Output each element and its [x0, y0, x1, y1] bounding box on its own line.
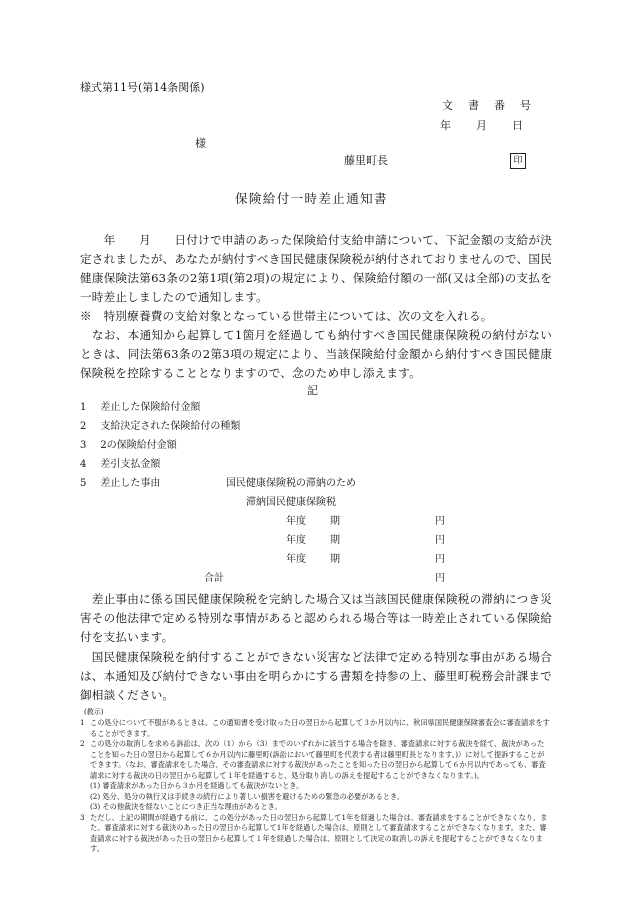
reason-text: 国民健康保険税の滞納のため	[226, 478, 356, 489]
date-line: 年 月 日	[440, 119, 524, 132]
form-label: 様式第11号(第14条関係)	[80, 81, 205, 94]
notes-heading: (教示)	[84, 708, 104, 716]
note-item: 3 ただし、上記の期間が経過する前に、この処分があった日の翌日から起算して1年を経過した場合は、審査請求をすることができなくなり、また、審査請求に対する裁決のあった日の翌日から起算して1年を経過した場合は、原則として審査請求することができなくなります。また、審査請求に対する裁決があった日の翌日から起算して１年を経過した場合は、原則として決定の取消しの訴えを提起することができなくなります。	[80, 812, 548, 853]
list-item: 2 支給決定された保険給付の種類	[80, 421, 241, 432]
note-item: 2 この処分の取消しを求める訴訟は、次の（1）から（3）までのいずれかに該当する場合を除き、審査請求に対する裁決を経て、裁決があったことを知った日の翌日から起算して６か月以内に藤里町(訴訟において藤里町を代表する者は藤里町長となります。)）に対して提訴することができます。（なお、審査請求をした場合、その審査請求に対する裁決があったことを知った日の翌日から起算して６か月以内であっても、審査請求に対する裁決の日の翌日から起算して１年を経過すると、処分取り消しの訴えを提起することができなくなります。)。	[80, 739, 546, 780]
arrears-period: 期	[330, 516, 340, 527]
arrears-year: 年度	[286, 516, 306, 527]
note-subitem: (3) その他裁決を経ないことにつき正当な理由があるとき。	[90, 802, 282, 811]
document-number: 文 書 番 号	[442, 99, 533, 112]
arrears-yen: 円	[435, 535, 445, 546]
note-subitem: (1) 審査請求があった日から３か月を経過しても裁決がないとき。	[90, 781, 304, 790]
list-item: 4 差引支払金額	[80, 459, 161, 470]
list-item: 3 2の保険給付金額	[80, 440, 177, 451]
notes-block	[80, 718, 550, 855]
arrears-yen: 円	[435, 516, 445, 527]
notice-paragraph: なお、本通知から起算して1箇月を経過しても納付すべき国民健康保険税の納付がないときは、同法第63条の2第3項の規定により、当該保険給付金額から納付すべき国民健康保険税を控除することとなりますので、念のため申し添えます。	[80, 328, 552, 380]
note-subitem: (2) 処分、処分の執行又は手続きの続行により著しい損害を避けるための緊急の必要があるとき。	[90, 791, 405, 801]
seal-stamp: 印	[510, 153, 526, 169]
list-item: 5 差止した事由	[80, 478, 161, 489]
payment-paragraph: 差止事由に係る国民健康保険税を完納した場合又は当該国民健康保険税の滞納につき災害その他法律で定める特別な事情があると認められる場合等は一時差止されている保険給付を支払います。	[80, 592, 552, 644]
arrears-year: 年度	[286, 554, 306, 565]
arrears-yen: 円	[435, 554, 445, 565]
list-item: 1 差止した保険給付金額	[80, 402, 201, 413]
arrears-period: 期	[330, 535, 340, 546]
arrears-heading: 滞納国民健康保険税	[246, 497, 336, 508]
ki-heading: 記	[307, 384, 318, 397]
total-label: 合計	[204, 573, 224, 584]
page-title: 保険給付一時差止通知書	[235, 191, 388, 206]
arrears-period: 期	[330, 554, 340, 565]
consultation-paragraph: 国民健康保険税を納付することができない災害など法律で定める特別な事由がある場合は、本通知及び納付できない事由を明らかにする書類を持参の上、藤里町税務会計課まで御相談ください。	[80, 650, 552, 702]
note-item: 1 この処分について不服があるときは、この通知書を受け取った日の翌日から起算して３か月以内に、秋田県国民健康保険審査会に審査請求をすることができます。	[80, 718, 550, 738]
special-note: ※ 特別療養費の支給対象となっている世帯主については、次の文を入れる。	[80, 309, 493, 323]
arrears-year: 年度	[286, 535, 306, 546]
issuer-name: 藤里町長	[344, 154, 388, 167]
total-yen: 円	[435, 573, 445, 584]
intro-paragraph: 年 月 日付けで申請のあった保険給付支給申請について、下記金額の支給が決定されましたが、あなたが納付すべき国民健康保険税が納付されておりませんので、国民健康保険法第63条の2第1項(第2項)の規定により、保険給付額の一部(又は全部)の支払を一時差止しましたので通知します。	[80, 233, 552, 304]
addressee-suffix: 様	[195, 137, 206, 150]
